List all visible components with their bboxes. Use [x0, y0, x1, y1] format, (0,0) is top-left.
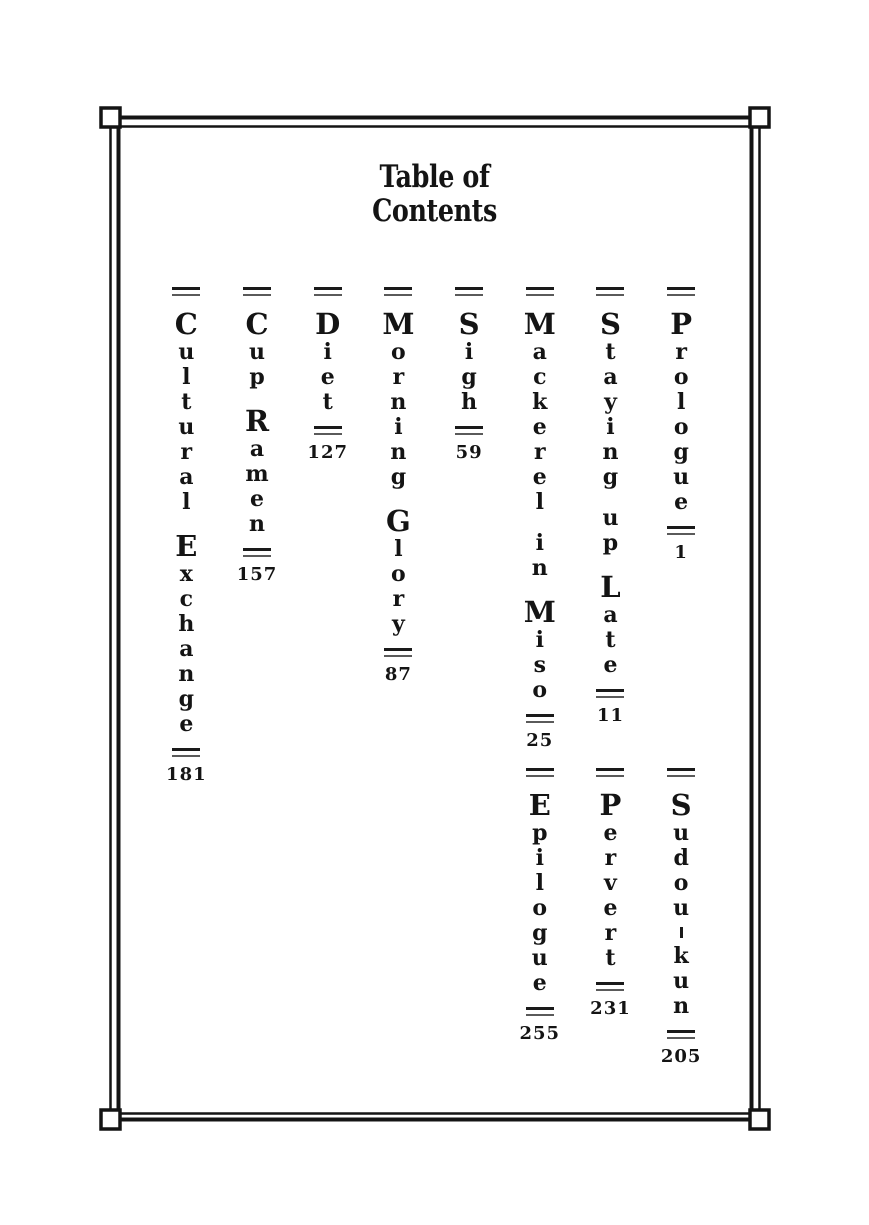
- title-letter: u: [178, 414, 195, 440]
- title-letter: D: [315, 307, 341, 341]
- title-letter: y: [391, 611, 405, 637]
- toc-entry-sudou-kun: [661, 768, 702, 1067]
- title-letter: e: [532, 970, 547, 996]
- page-title-line-1: Table of: [379, 159, 490, 195]
- title-letter: t: [605, 945, 616, 971]
- double-bar-ornament: [596, 689, 624, 698]
- title-letter: E: [528, 788, 551, 822]
- title-letter: S: [670, 788, 692, 822]
- title-letter: e: [179, 711, 194, 737]
- title-letter: c: [533, 364, 547, 390]
- double-bar-ornament: [243, 548, 271, 557]
- title-letter: e: [603, 652, 618, 678]
- title-letter: M: [523, 307, 556, 341]
- title-letter: o: [391, 561, 406, 587]
- title-letter: p: [249, 364, 265, 390]
- double-bar-ornament: [314, 287, 342, 296]
- title-letter: o: [532, 677, 548, 703]
- double-bar-ornament: [526, 287, 554, 296]
- page-number: 11: [596, 705, 624, 726]
- title-letter: o: [673, 364, 689, 390]
- toc-entry-sigh: [455, 287, 483, 463]
- title-letter: o: [673, 870, 689, 896]
- title-letter: n: [390, 389, 407, 415]
- title-letter: a: [179, 464, 194, 490]
- title-letter: e: [532, 414, 547, 440]
- title-letter: t: [605, 339, 616, 365]
- double-bar-ornament: [667, 287, 695, 296]
- title-letter: a: [603, 364, 618, 390]
- title-letter: h: [178, 611, 195, 637]
- title-letter: g: [532, 920, 548, 946]
- title-letter: e: [250, 486, 265, 512]
- chapter-title-word: [529, 790, 551, 996]
- frame-corner-square-bottom-left: [101, 1110, 120, 1129]
- page-number: 1: [674, 542, 688, 563]
- title-letter: l: [676, 389, 686, 415]
- page-title-line-2: Contents: [372, 193, 497, 229]
- title-letter: l: [535, 489, 544, 515]
- title-letter: e: [320, 364, 335, 390]
- toc-entry-cultural-exchange: [166, 287, 207, 785]
- title-letter: k: [673, 943, 689, 969]
- chapter-title-word: [245, 406, 269, 537]
- title-letter: g: [673, 439, 689, 465]
- chapter-title-word: [175, 309, 198, 515]
- frame-corner-square-top-right: [750, 108, 769, 127]
- title-letter: l: [182, 489, 191, 515]
- title-letter: a: [532, 339, 547, 365]
- chapter-title-word: [386, 506, 411, 637]
- title-letter: n: [390, 439, 407, 465]
- title-letter: P: [670, 307, 693, 341]
- title-letter: r: [180, 439, 193, 465]
- double-bar-ornament: [172, 287, 200, 296]
- page-number: 181: [166, 764, 207, 785]
- title-letter: p: [532, 820, 548, 846]
- title-letter: a: [179, 636, 194, 662]
- double-bar-ornament: [172, 748, 200, 757]
- title-letter: i: [535, 530, 544, 556]
- title-letter: i: [606, 414, 615, 440]
- title-letter: n: [531, 555, 548, 581]
- title-letter: i: [323, 339, 332, 365]
- title-letter: t: [181, 389, 192, 415]
- page-number: 59: [455, 442, 483, 463]
- double-bar-ornament: [384, 648, 412, 657]
- chapter-title-word: [315, 309, 340, 415]
- double-bar-ornament: [526, 768, 554, 777]
- title-letter: c: [179, 586, 194, 612]
- double-bar-ornament: [243, 287, 271, 296]
- title-letter: u: [673, 820, 690, 846]
- toc-entry-cup-ramen: [237, 287, 278, 585]
- title-letter: t: [605, 627, 616, 653]
- chapter-title-word: [670, 309, 692, 515]
- title-letter: e: [603, 895, 618, 921]
- title-letter: r: [675, 339, 687, 365]
- title-letter: e: [532, 464, 547, 490]
- double-bar-ornament: [596, 768, 624, 777]
- chapter-title-word: [245, 309, 268, 390]
- title-letter: i: [464, 339, 474, 365]
- title-letter: u: [673, 895, 690, 921]
- page-number: 25: [526, 730, 554, 751]
- page-title: [78, 160, 791, 228]
- page-number: 87: [384, 664, 412, 685]
- title-letter: S: [599, 307, 621, 341]
- chapter-title-word: [600, 572, 620, 678]
- title-letter: g: [390, 464, 407, 490]
- toc-entry-prologue: [667, 287, 695, 563]
- title-letter: n: [673, 993, 690, 1019]
- title-letter: x: [179, 561, 193, 587]
- chapter-title-word: [459, 309, 480, 415]
- title-letter: o: [532, 895, 548, 921]
- double-bar-ornament: [384, 287, 412, 296]
- page-number: 157: [236, 564, 278, 585]
- double-bar-ornament: [526, 714, 554, 723]
- chapter-title-word: [602, 506, 618, 556]
- double-bar-ornament: [667, 768, 695, 777]
- title-letter: P: [599, 788, 622, 822]
- double-bar-ornament: [526, 1007, 554, 1016]
- toc-entry-staying-up-late: [596, 287, 624, 726]
- page-number: 205: [660, 1046, 702, 1067]
- title-letter: t: [322, 389, 333, 415]
- title-letter: n: [249, 511, 266, 537]
- title-letter: u: [531, 945, 548, 971]
- hyphen-glyph: [680, 927, 683, 938]
- title-letter: a: [249, 436, 265, 462]
- page-number: 231: [590, 998, 631, 1019]
- title-letter: v: [604, 870, 617, 896]
- toc-entry-morning-glory: [382, 287, 414, 685]
- title-letter: g: [602, 464, 619, 490]
- double-bar-ornament: [455, 426, 483, 435]
- double-bar-ornament: [455, 287, 483, 296]
- chapter-title-word: [600, 790, 622, 971]
- title-letter: u: [673, 464, 690, 490]
- title-letter: r: [533, 439, 546, 465]
- title-letter: m: [245, 461, 269, 487]
- title-letter: r: [604, 920, 617, 946]
- toc-grid: [151, 287, 717, 1067]
- title-letter: g: [178, 686, 195, 712]
- title-letter: p: [602, 530, 619, 556]
- title-letter: C: [174, 307, 198, 341]
- double-bar-ornament: [596, 982, 624, 991]
- chapter-title-word: [175, 531, 197, 737]
- toc-entry-epilogue: [519, 768, 560, 1044]
- title-letter: e: [603, 820, 618, 846]
- chapter-title-word: [600, 309, 621, 490]
- title-letter: R: [244, 404, 270, 438]
- page-number: 255: [519, 1023, 561, 1044]
- chapter-title-word: [671, 790, 692, 1019]
- title-letter: g: [461, 364, 477, 390]
- title-letter: k: [532, 389, 548, 415]
- title-letter: u: [249, 339, 266, 365]
- title-letter: n: [602, 439, 619, 465]
- title-letter: i: [535, 627, 544, 653]
- title-letter: y: [604, 389, 617, 415]
- title-letter: r: [392, 364, 405, 390]
- title-letter: E: [175, 529, 198, 563]
- chapter-title-word: [524, 597, 556, 703]
- title-letter: o: [673, 414, 689, 440]
- title-letter: a: [603, 602, 618, 628]
- title-letter: L: [600, 570, 621, 604]
- title-letter: h: [461, 389, 478, 415]
- toc-entry-mackerel-in-miso: [524, 287, 556, 751]
- title-letter: r: [604, 845, 617, 871]
- toc-entry-pervert: [590, 768, 631, 1019]
- double-bar-ornament: [314, 426, 342, 435]
- toc-entry-diet: [307, 287, 348, 463]
- title-letter: n: [178, 661, 195, 687]
- title-letter: C: [245, 307, 269, 341]
- title-letter: M: [382, 307, 415, 341]
- title-letter: S: [458, 307, 480, 341]
- title-letter: M: [523, 595, 556, 629]
- frame-corner-square-bottom-right: [750, 1110, 769, 1129]
- title-letter: u: [602, 505, 619, 531]
- page-number: 127: [307, 442, 348, 463]
- title-letter: l: [535, 870, 544, 896]
- title-letter: e: [674, 489, 689, 515]
- chapter-title-word: [532, 531, 548, 581]
- title-letter: u: [673, 968, 690, 994]
- title-letter: G: [386, 504, 411, 538]
- chapter-title-word: [524, 309, 556, 515]
- title-letter: s: [533, 652, 546, 678]
- title-letter: l: [394, 536, 403, 562]
- title-letter: r: [392, 586, 405, 612]
- frame-corner-square-top-left: [101, 108, 120, 127]
- title-letter: d: [673, 845, 689, 871]
- title-letter: o: [391, 339, 406, 365]
- double-bar-ornament: [667, 526, 695, 535]
- chapter-title-word: [382, 309, 414, 490]
- title-letter: l: [182, 364, 191, 390]
- title-letter: u: [178, 339, 195, 365]
- title-letter: i: [535, 845, 544, 871]
- double-bar-ornament: [667, 1030, 695, 1039]
- title-letter: i: [394, 414, 403, 440]
- double-bar-ornament: [596, 287, 624, 296]
